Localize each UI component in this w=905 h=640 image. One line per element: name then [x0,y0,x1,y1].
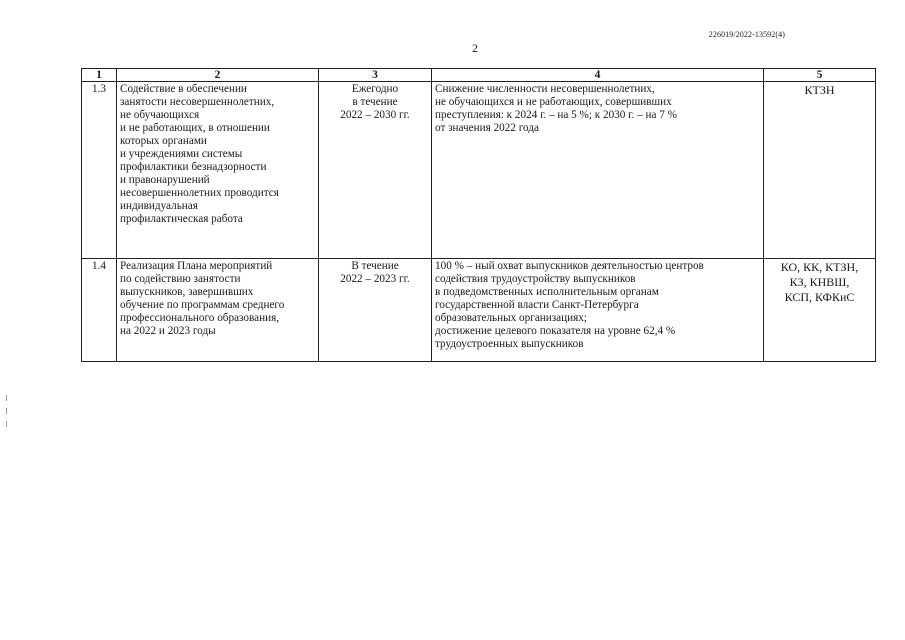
scan-mark [6,395,7,401]
column-header-3: 3 [319,69,432,82]
measure-line: обучение по программам среднего [120,299,285,311]
measure-line: занятости несовершеннолетних, [120,96,275,108]
measure-line: профессионального образования, [120,312,280,324]
row-number: 1.3 [82,82,117,259]
result-line: достижение целевого показателя на уровне 62,4 % [435,325,676,337]
period-line: 2022 – 2030 гг. [340,109,410,121]
measure-line: несовершеннолетних проводится [120,187,279,199]
measure-line: Реализация Плана мероприятий [120,260,273,272]
period-cell [319,259,432,362]
measure-line: выпускников, завершивших [120,286,254,298]
executor-line: КЗ, КНВШ, [789,275,850,289]
measure-line: на 2022 и 2023 годы [120,325,216,337]
measure-line: не обучающихся [120,109,200,121]
measure-line: которых органами [120,135,207,147]
page-number: 2 [472,41,478,55]
period-line: в течение [352,96,398,108]
period-line: В течение [351,260,399,272]
measures-table [81,68,876,362]
column-header-2: 2 [117,69,319,82]
column-header-4: 4 [432,69,764,82]
measure-line: Содействие в обеспечении [120,83,247,95]
row-number: 1.4 [82,259,117,362]
measure-line: и не работающих, в отношении [120,122,270,134]
period-line: Ежегодно [351,83,399,95]
period-line: 2022 – 2023 гг. [340,273,410,285]
result-line: трудоустроенных выпускников [435,338,584,350]
executor-cell [764,259,876,362]
table-row [82,259,876,362]
measure-line: по содействию занятости [120,273,241,285]
table-row [82,82,876,259]
measure-cell [117,259,319,362]
scan-mark [6,408,7,414]
result-line: не обучающихся и не работающих, совершивших [435,96,672,108]
executor-line: КСП, КФКиС [784,290,855,304]
executor-line: КТЗН [804,83,835,97]
measure-line: профилактики безнадзорности [120,161,267,173]
scan-mark [6,421,7,427]
measure-line: и правонарушений [120,174,210,186]
result-line: образовательных организациях; [435,312,587,324]
result-line: содействия трудоустройству выпускников [435,273,636,285]
result-cell [432,259,764,362]
scan-margin-marks [6,395,8,435]
result-line: в подведомственных исполнительным органам [435,286,659,298]
document-registration-number: 226019/2022-13592(4) [708,30,785,39]
result-line: преступления: к 2024 г. – на 5 %; к 2030 г. – на 7 % [435,109,677,121]
result-line: Снижение численности несовершеннолетних, [435,83,655,95]
result-line: от значения 2022 года [435,122,539,134]
measure-cell [117,82,319,259]
result-line: 100 % – ный охват выпускников деятельностью центров [435,260,704,272]
result-line: государственной власти Санкт-Петербурга [435,299,639,311]
column-header-5: 5 [764,69,876,82]
executor-cell [764,82,876,259]
measure-line: индивидуальная [120,200,198,212]
column-header-1: 1 [82,69,117,82]
measure-line: профилактическая работа [120,213,243,225]
result-cell [432,82,764,259]
period-cell [319,82,432,259]
measure-line: и учреждениями системы [120,148,243,160]
executor-line: КО, КК, КТЗН, [780,260,859,274]
table-header-row [82,69,876,82]
